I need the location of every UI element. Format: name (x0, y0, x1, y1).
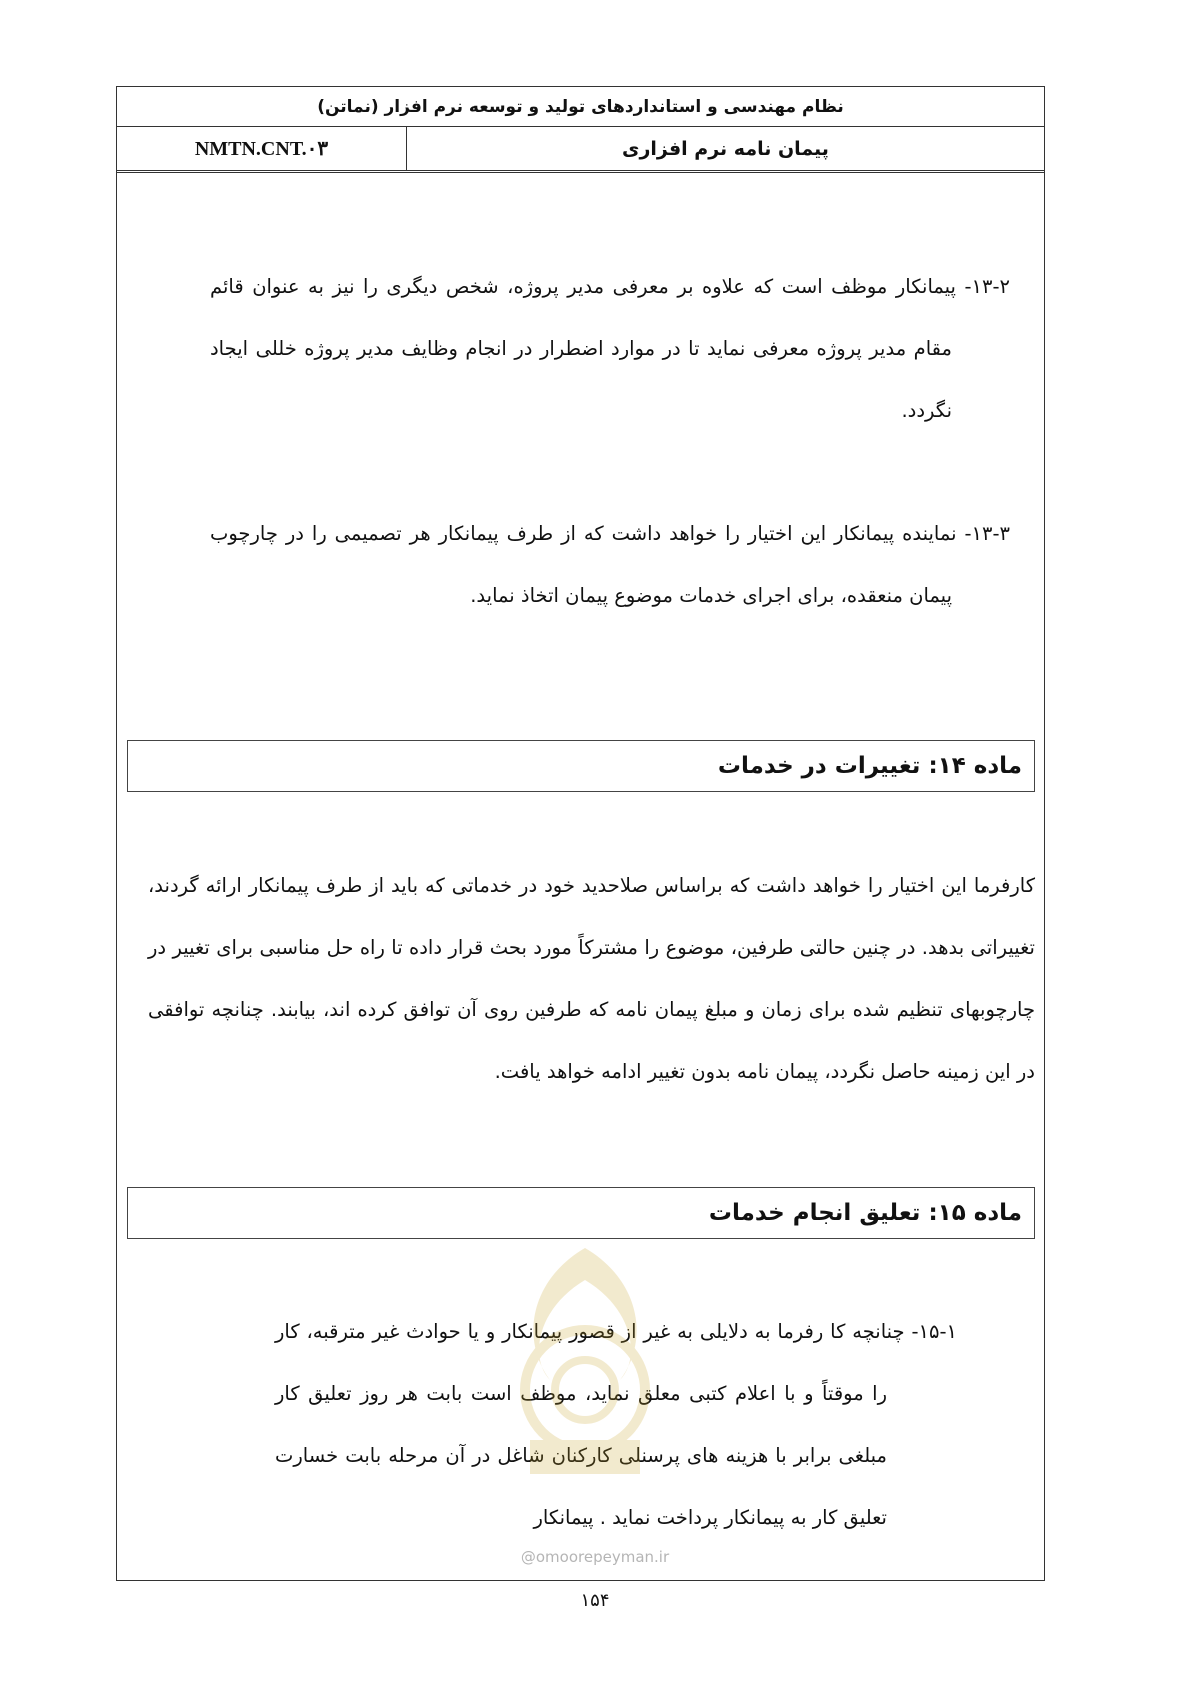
paragraph-14: کارفرما این اختیار را خواهد داشت که براساس صلاحدید خود در خدماتی که باید از طرف پیمانکار ارائه گردند، تغییراتی بدهد. در چنین حالتی طرفین، موضوع را مشترکاً مورد بحث قرار داده تا راه حل مناسبی برای تغییر در چارچوبهای تنظیم شده برای زمان و مبلغ پیمان نامه که طرفین روی آن توافق کرده اند، بیابند. چنانچه توافقی در این زمینه حاصل نگردد، پیمان نامه بدون تغییر ادامه خواهد یافت. (148, 874, 1035, 1083)
system-title: نظام مهندسی و استانداردهای تولید و توسعه نرم افزار (نماتن) (117, 87, 1044, 127)
section-15-heading: ماده ۱۵: تعلیق انجام خدمات (127, 1187, 1035, 1239)
document-title: پیمان نامه نرم افزاری (622, 137, 829, 160)
page-number: ۱۵۴ (580, 1590, 610, 1611)
watermark-site: @omoorepeyman.ir (520, 1548, 670, 1566)
paragraph-13-3: ۱۳-۳- نماینده پیمانکار این اختیار را خواهد داشت که از طرف پیمانکار هر تصمیمی را در چارچوب پیمان منعقده، برای اجرای خدمات موضوع پیمان اتخاذ نماید. (210, 522, 1010, 607)
header-info-row (117, 127, 1044, 173)
document-code: NMTN.CNT.۰۳ (117, 127, 407, 170)
section-14-heading: ماده ۱۴: تغییرات در خدمات (127, 740, 1035, 792)
paragraph-15-1: ۱۵-۱- چنانچه کا رفرما به دلایلی به غیر از قصور پیمانکار و یا حوادث غیر مترقبه، کار را موقتاً و با اعلام کتبی معلق نماید، موظف است بابت هر روز تعلیق کار مبلغی برابر با هزینه های پرسنلی کارکنان شاغل در آن مرحله بابت خسارت تعلیق کار به پیمانکار پرداخت نماید . پیمانکار (275, 1320, 957, 1529)
paragraph-13-2: ۱۳-۲- پیمانکار موظف است که علاوه بر معرفی مدیر پروژه، شخص دیگری را نیز به عنوان قائم مقام مدیر پروژه معرفی نماید تا در موارد اضطرار در انجام وظایف مدیر پروژه خللی ایجاد نگردد. (210, 275, 1010, 422)
